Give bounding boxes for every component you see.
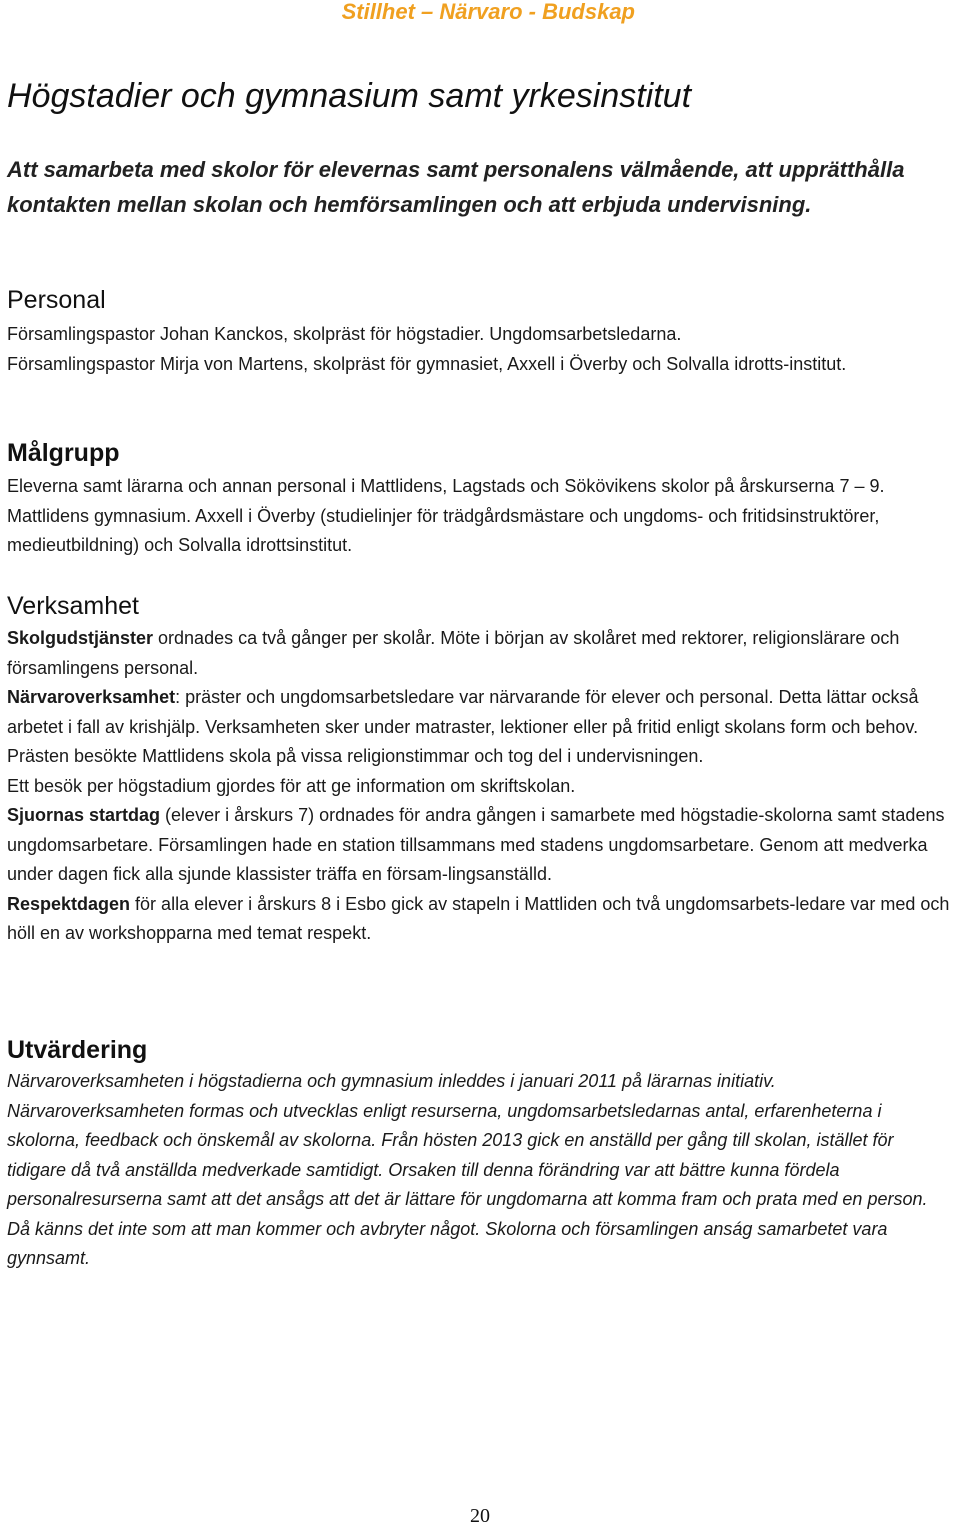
utvardering-text	[7, 1067, 955, 1274]
personal-text	[7, 320, 955, 379]
personal-line-2: Församlingspastor Mirja von Martens, skolpräst för gymnasiet, Axxell i Överby och Solvalla idrotts-institut.	[7, 353, 847, 374]
verksamhet-paragraph-sjuornas	[7, 801, 955, 890]
utvardering-paragraph: Närvaroverksamheten i högstadierna och gymnasium inleddes i januari 2011 på lärarnas initiativ. Närvaroverksamheten formas och utvecklas enligt resurserna, ungdomsarbetsledarnas antal, erfarenheterna i skolorna, feedback och önskemål av skolorna. Från hösten 2013 gick en anställd per gång till skolan, istället för tidigare då två anställda medverkade samtidigt. Orsaken till denna förändring var att bättre kunna fördela personalresurserna samt att det ansågs att det är lättare för ungdomarna att komma fram och prata med en person. Då känns det inte som att man kommer och avbryter något. Skolorna och församlingen anság samarbetet vara gynnsamt.	[7, 1071, 928, 1268]
malgrupp-paragraph: Eleverna samt lärarna och annan personal i Mattlidens, Lagstads och Sökövikens skolor på årskurserna 7 – 9. Mattlidens gymnasium. Axxell i Överby (studielinjer för trädgårdsmästare och ungdoms- och fritidsinstruktörer, medieutbildning) och Solvalla idrottsinstitut.	[7, 476, 885, 555]
page-title: Högstadier och gymnasium samt yrkesinstitut	[7, 77, 692, 115]
verksamhet-paragraph-narvaro	[7, 683, 955, 742]
bold-term: Sjuornas startdag	[7, 805, 161, 825]
verksamhet-text	[7, 624, 955, 949]
section-heading-verksamhet: Verksamhet	[7, 592, 140, 620]
intro-paragraph: Att samarbeta med skolor för elevernas samt personalens välmående, att upprätthålla kontakten mellan skolan och hemförsamlingen och att erbjuda undervisning.	[7, 157, 905, 217]
bold-term: Respektdagen	[7, 893, 131, 914]
section-heading-malgrupp: Målgrupp	[7, 439, 120, 467]
paragraph-text: för alla elever i årskurs 8 i Esbo gick av stapeln i Mattliden och två ungdomsarbets-ledare var med och höll en av workshopparna med temat respekt.	[7, 893, 950, 943]
section-heading-utvardering: Utvärdering	[7, 1036, 148, 1064]
bold-term: Närvaroverksamhet	[7, 687, 176, 707]
paragraph-text: (elever i årskurs 7) ordnades för andra gången i samarbete med högstadie-skolorna samt stadens ungdomsarbetare. Församlingen hade en station tillsammans med stadens ungdomsarbetare. Genom att medverka under dagen fick alla sjunde klassister träffa en försam-lingsanställd.	[7, 805, 945, 884]
paragraph-text: ordnades ca två gånger per skolår. Möte i början av skolåret med rektorer, religionslärare och församlingens personal.	[7, 628, 900, 678]
page-number: 20	[470, 1505, 490, 1527]
running-header: Stillhet – Närvaro - Budskap	[341, 0, 635, 24]
verksamhet-paragraph-besok: Ett besök per högstadium gjordes för att ge information om skriftskolan.	[7, 775, 576, 796]
verksamhet-paragraph-prasten: Prästen besökte Mattlidens skola på vissa religionstimmar och tog del i undervisningen.	[7, 746, 704, 766]
personal-line-1: Församlingspastor Johan Kanckos, skolpräst för högstadier. Ungdomsarbetsledarna.	[7, 324, 682, 344]
section-heading-personal: Personal	[7, 286, 106, 314]
paragraph-text: : präster och ungdomsarbetsledare var närvarande för elever och personal. Detta lättar också arbetet i fall av krishjälp. Verksamheten sker under matraster, lektioner eller på fritid enligt skolans form och behov.	[7, 687, 919, 737]
verksamhet-paragraph-respektdagen	[7, 890, 955, 949]
malgrupp-text	[7, 472, 955, 561]
verksamhet-paragraph-skolgudstjanster	[7, 624, 955, 683]
bold-term: Skolgudstjänster	[7, 628, 154, 648]
